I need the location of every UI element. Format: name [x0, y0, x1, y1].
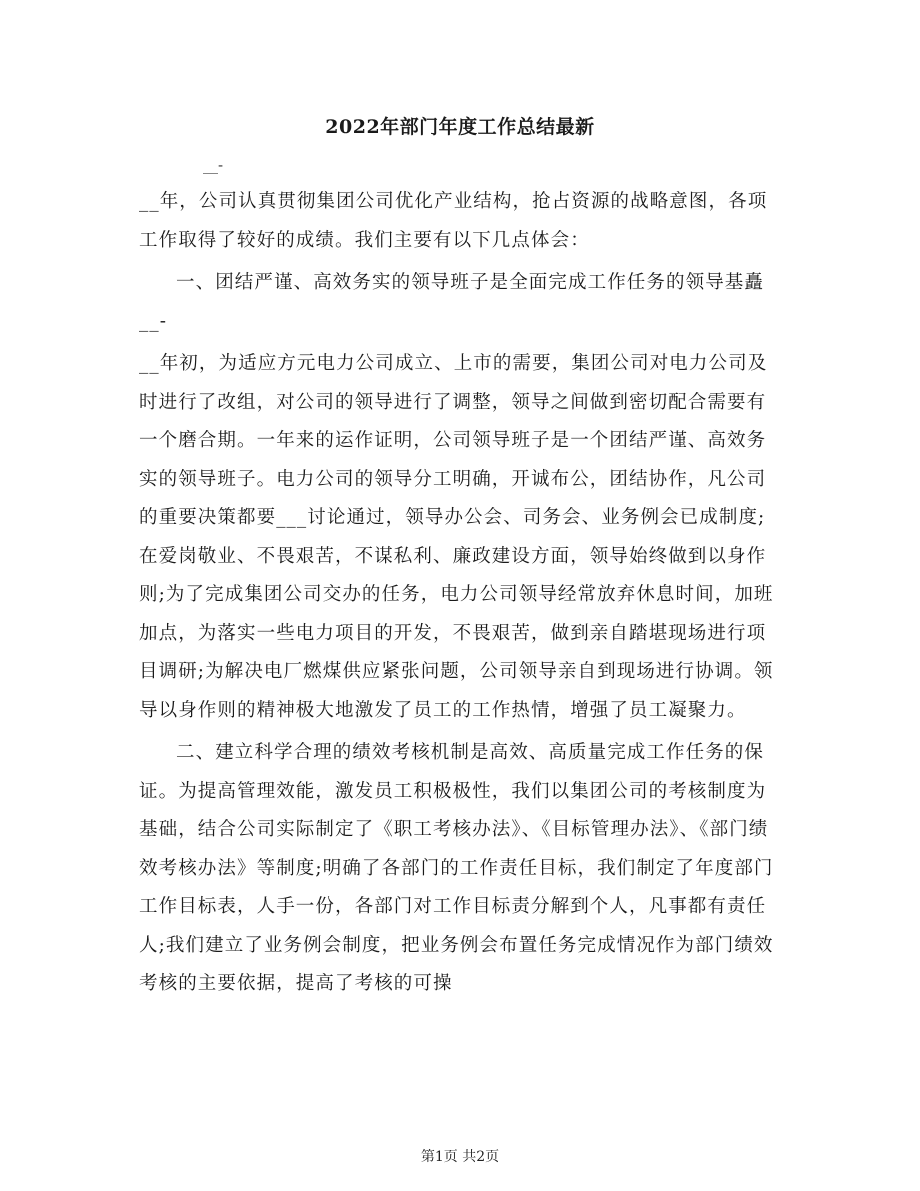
paragraph-section-two: 二、建立科学合理的绩效考核机制是高效、高质量完成工作任务的保证。为提高管理效能，激发员工积极极性，我们以集团公司的考核制度为基础，结合公司实际制定了《职工考核办法》、《目标管理办法》、《部门绩效考核办法》等制度;明确了各部门的工作责任目标，我们制定了年度部门工作目标表，人手一份，各部门对工作目标责分解到个人，凡事都有责任人;我们建立了业务例会制度，把业务例会布置任务完成情况作为部门绩效考核的主要依据，提高了考核的可操	[139, 742, 774, 994]
document-body	[139, 183, 781, 1004]
paragraph-intro: __年，公司认真贯彻集团公司优化产业结构，抢占资源的战略意图，各项工作取得了较好的成绩。我们主要有以下几点体会：	[139, 191, 768, 251]
document-title: 2022年部门年度工作总结最新	[325, 116, 595, 138]
page-number: 第1页 共2页	[420, 1149, 500, 1165]
paragraph-section-one-body: __年初，为适应方元电力公司成立、上市的需要，集团公司对电力公司及时进行了改组，对公司的领导进行了调整，领导之间做到密切配合需要有一个磨合期。一年来的运作证明，公司领导班子是一个团结严谨、高效务实的领导班子。电力公司的领导分工明确，开诚布公，团结协作，凡公司的重要决策都要___讨论通过，领导办公会、司务会、业务例会已成制度;在爱岗敬业、不畏艰苦，不谋私利、廉政建设方面，领导始终做到以身作则;为了完成集团公司交办的任务，电力公司领导经常放弃休息时间，加班加点，为落实一些电力项目的开发，不畏艰苦，做到亲自踏堪现场进行项目调研;为解决电厂燃煤供应紧张问题，公司领导亲自到现场进行协调。领导以身作则的精神极大地激发了员工的工作热情，增强了员工凝聚力。	[139, 353, 774, 721]
paragraph-section-one-heading: 一、团结严谨、高效务实的领导班子是全面完成工作任务的领导基矗__-	[139, 272, 765, 332]
blank-mark: __-	[203, 156, 224, 174]
